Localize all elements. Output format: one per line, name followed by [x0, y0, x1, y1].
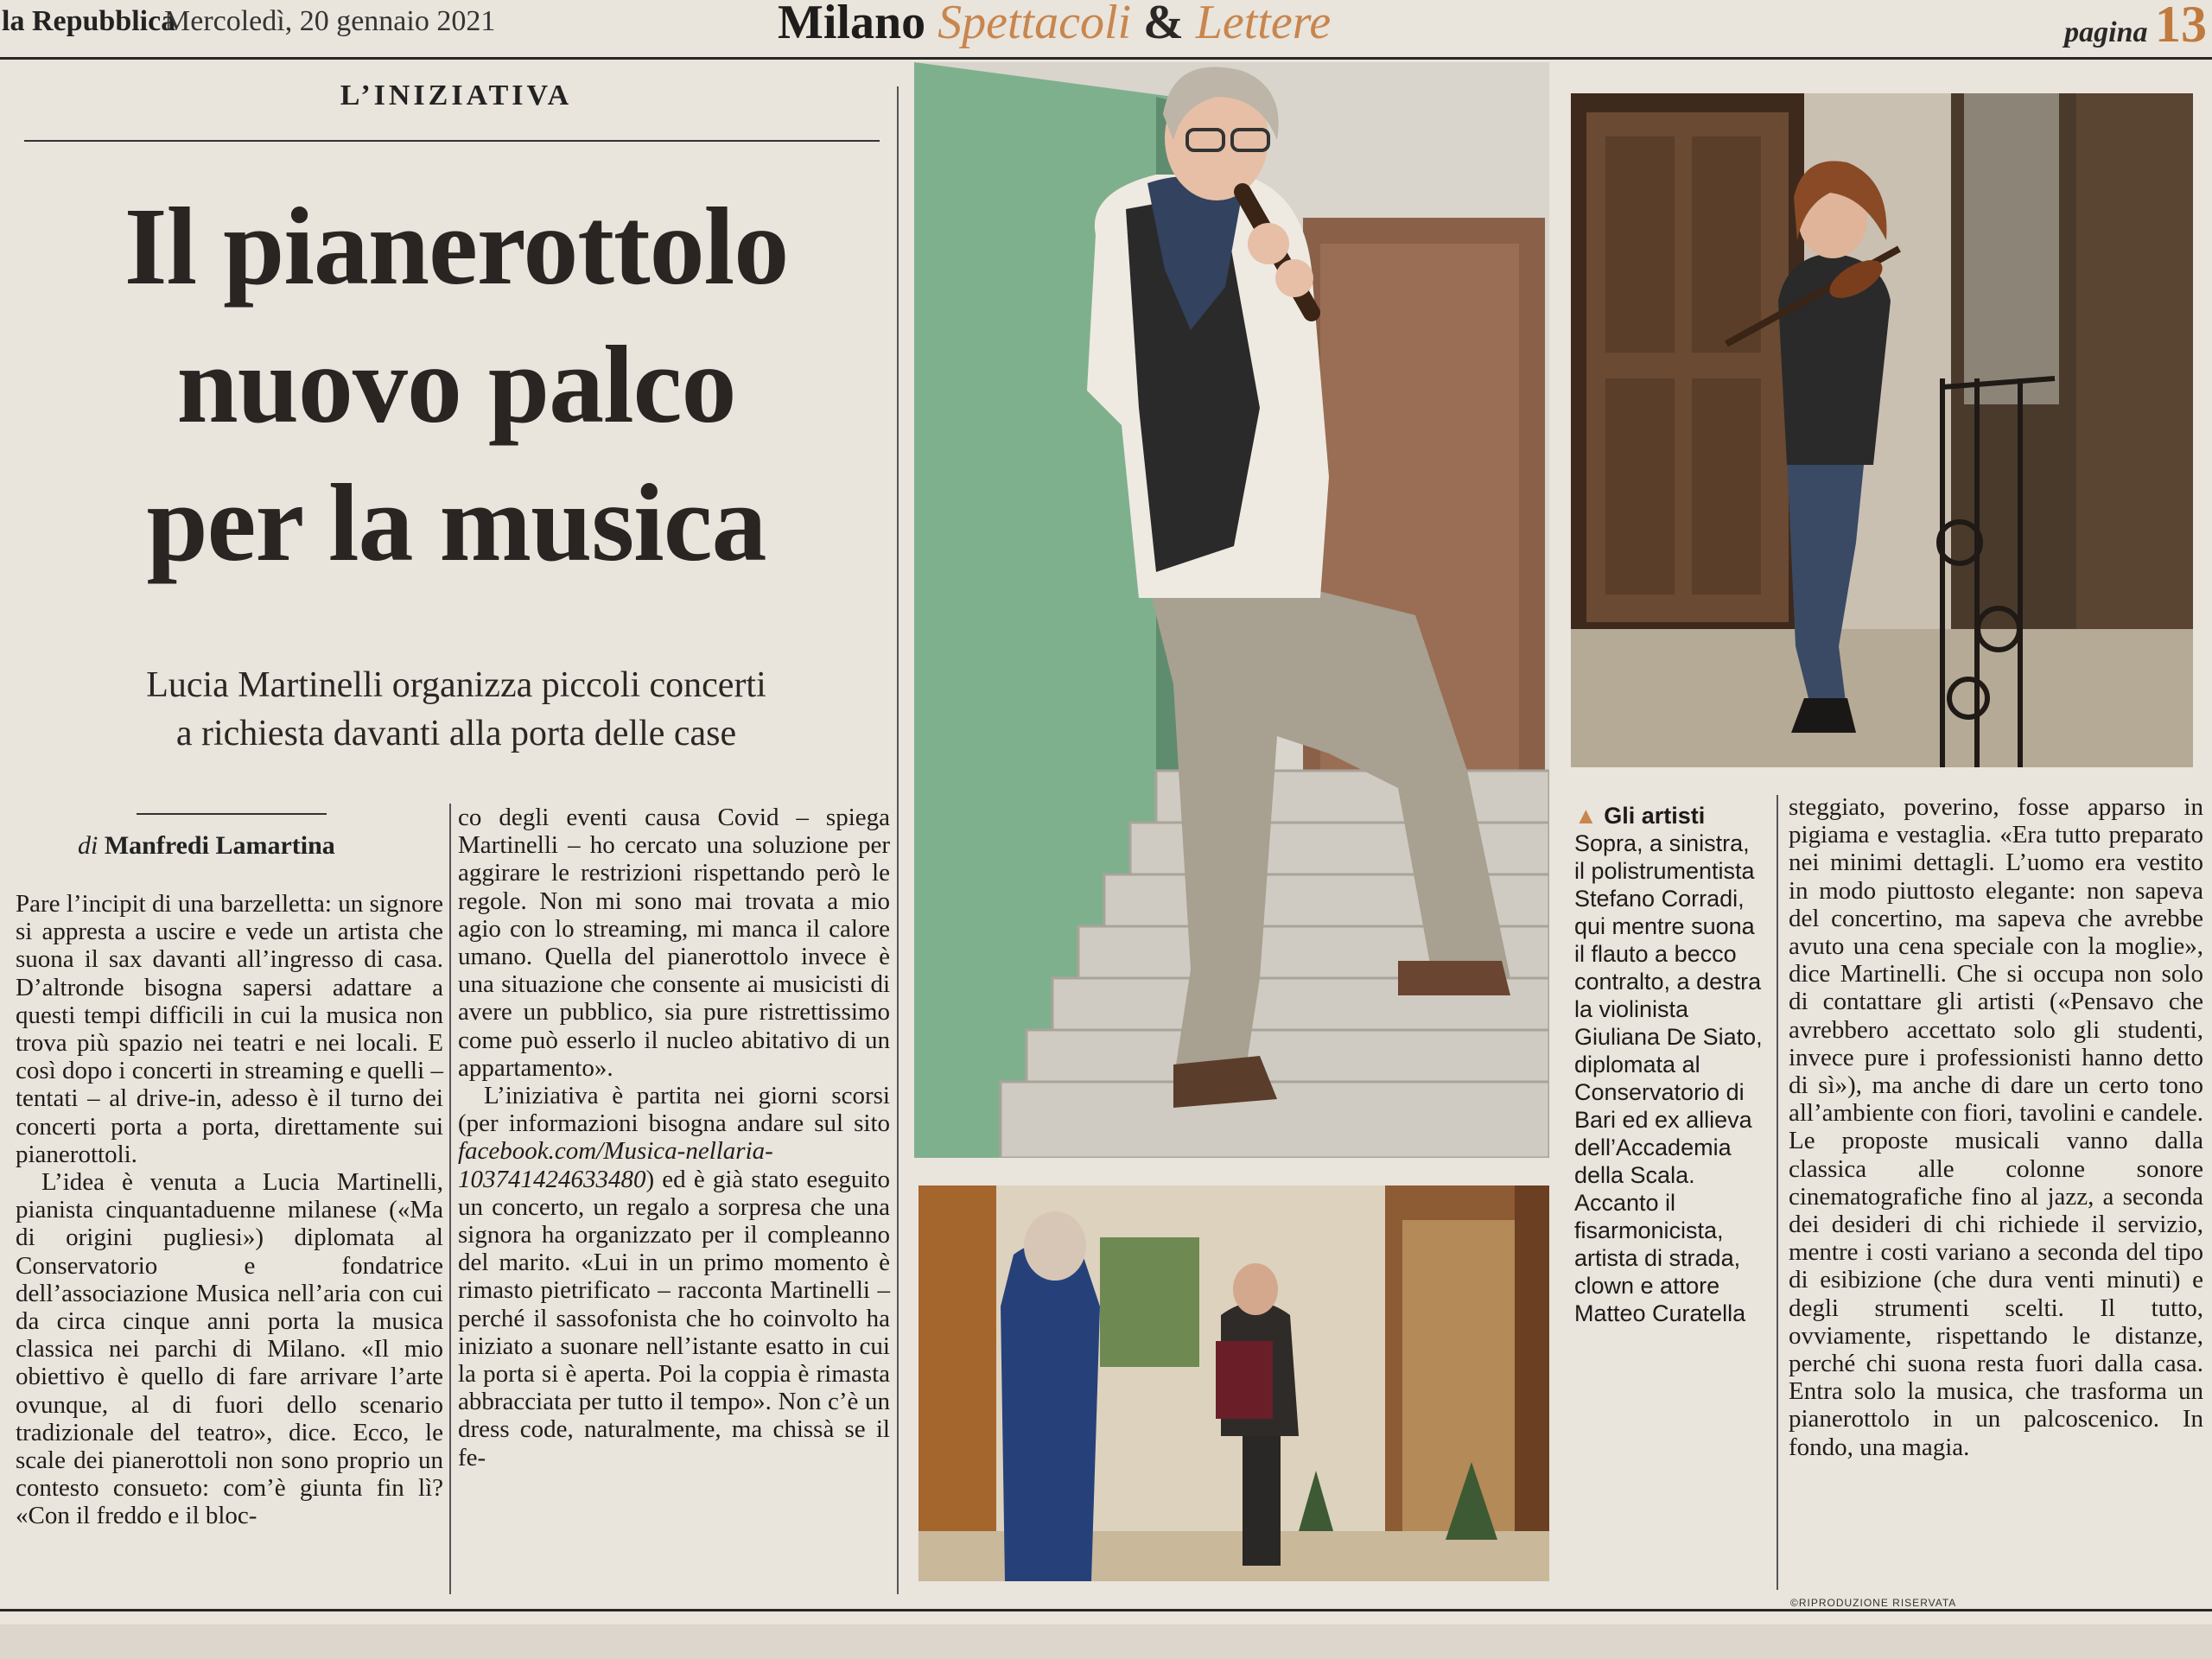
headline-line-1: Il pianerottolo: [124, 185, 789, 308]
page-label: pagina: [2064, 16, 2148, 48]
byline: [78, 831, 335, 861]
section-name-b: Lettere: [1195, 0, 1332, 49]
photo-accordionist: [918, 1185, 1549, 1581]
paragraph: steggiato, poverino, fosse apparso in pigiama e vestaglia. «Era tutto preparato nei minimi dettagli. L’uomo era vestito in modo piuttosto elegante: non sapeva del concertino, ma sapeva che avrebbe avuto una cena speciale con la moglie», dice Martinelli. Che si occupa non solo di contattare gli artisti («Pensavo che avrebbero accettato solo gli studenti, invece pure i professionisti hanno detto di sì»), ma anche di dare un certo tono all’ambiente con fiori, tavolini e candele. Le proposte musicali vanno dalla classica alle colonne sonore cinematografiche fino al jazz, a seconda dei desideri di chi richiede il servizio, mentre i costi variano a seconda del tipo di esibizione (che dura venti minuti) e degli strumenti scelti. Il tutto, ovviamente, rispettando le distanze, perché chi suona resta fuori dalla casa. Entra solo la musica, che trasforma un pianerottolo in un palcoscenico. In fondo, una magia.: [1789, 793, 2203, 1461]
photo-violinist: [1571, 93, 2193, 767]
byline-prefix: di: [78, 831, 99, 860]
paragraph-text: ) ed è già stato eseguito un concerto, un regalo a sorpresa che una signora ha organizzato per il compleanno del marito. «Lui in un primo momento è rimasto pietrificato – racconta Martinelli – perché il sassofonista che ho coinvolto ha iniziato a suonare nell’istante esatto in cui la porta si è aperta. Poi la coppia è rimasta abbracciata per tutto il tempo». Non c’è un dress code, naturalmente, ma chissà se il fe-: [458, 1165, 890, 1471]
body-column-3: [1789, 793, 2203, 1461]
headline-line-3: per la musica: [146, 461, 766, 584]
paragraph: co degli eventi causa Covid – spiega Martinelli – ho cercato una soluzione per aggirare le restrizioni rispettando però le regole. Non mi sono mai trovata a mio agio con lo streaming, mi manca il calore umano. Quella del pianerottolo invece è una situazione che consente ai musicisti di avere un pubblico, sia pure ristrettissimo come può esserlo il nucleo abitativo di un appartamento».: [458, 804, 890, 1082]
photo-flute-player: [914, 62, 1549, 1158]
caption-heading: [1574, 802, 1763, 830]
paragraph: Pare l’incipit di una barzelletta: un signore si appresta a uscire e vede un artista che suona il sax davanti all’ingresso di casa. D’altronde bisogna sapersi adattare a questi tempi difficili in cui la musica non trova più spazio nei teatri e nei locali. E così dopo i concerti in streaming e quelli – tentati – al drive-in, adesso è il turno dei concerti porta a porta, direttamente sui pianerottoli.: [16, 890, 443, 1168]
deck: [24, 661, 888, 758]
paragraph: L’idea è venuta a Lucia Martinelli, pianista cinquantaduenne milanese («Ma di origini pugliesi») diplomata al Conservatorio e fondatrice dell’associazione Musica nell’aria con cui da circa cinque anni porta la musica classica nei parchi di Milano. «Il mio obiettivo è quello di fare arrivare l’arte ovunque, al di fuori dello scenario tradizionale del teatro», dice. Ecco, le scale dei pianerottoli non sono proprio un contesto consueto: com’è giunta fin lì? «Con il freddo e il bloc-: [16, 1168, 443, 1530]
violinist-illustration: [1571, 93, 2193, 767]
page-bottom-rule: [0, 1609, 2212, 1611]
section-city: Milano: [778, 0, 926, 49]
deck-line-2: a richiesta davanti alla porta delle case: [175, 714, 737, 753]
page-number: 13: [2155, 0, 2207, 53]
caption-title: Gli artisti: [1604, 803, 1706, 829]
section-title: [778, 0, 1331, 50]
issue-date: Mercoledì, 20 gennaio 2021: [164, 5, 496, 37]
column-divider: [449, 804, 451, 1594]
section-name-a: Spettacoli: [938, 0, 1132, 49]
triangle-icon: ▲: [1574, 803, 1598, 829]
headline: [24, 177, 888, 592]
deck-line-1: Lucia Martinelli organizza piccoli concerti: [146, 665, 766, 705]
paragraph-text: L’iniziativa è partita nei giorni scorsi (per informazioni bisogna andare sul sito: [458, 1082, 890, 1138]
column-divider: [897, 86, 899, 1594]
kicker-rule: [24, 140, 880, 142]
byline-rule: [137, 813, 327, 815]
column-divider: [1777, 795, 1778, 1590]
masthead: [0, 0, 2212, 60]
kicker: L’INIZIATIVA: [340, 79, 573, 111]
next-article-band: [0, 1624, 2212, 1659]
accordionist-illustration: [918, 1185, 1549, 1581]
photo-caption: [1574, 802, 1763, 1327]
caption-body: Sopra, a sinistra, il polistrumentista Stefano Corradi, qui mentre suona il flauto a becco contralto, a destra la violinista Giuliana De Siato, diplomata al Conservatorio di Bari ed ex allieva dell’Accademia della Scala. Accanto il fisarmonicista, artista di strada, clown e attore Matteo Curatella: [1574, 830, 1763, 1326]
flute-player-illustration: [914, 62, 1549, 1158]
body-column-1: [16, 890, 443, 1530]
facebook-link[interactable]: facebook.com/Musica-nellaria-103741424633480: [458, 1137, 773, 1193]
headline-line-2: nuovo palco: [176, 323, 736, 446]
copyright-notice: ©RIPRODUZIONE RISERVATA: [1790, 1597, 1957, 1609]
section-ampersand: &: [1143, 0, 1184, 49]
page-indicator: [2064, 0, 2207, 54]
paragraph: [458, 1082, 890, 1471]
newspaper-name: la Repubblica: [2, 5, 176, 37]
author-name: Manfredi Lamartina: [104, 831, 335, 860]
body-column-2: [458, 804, 890, 1471]
